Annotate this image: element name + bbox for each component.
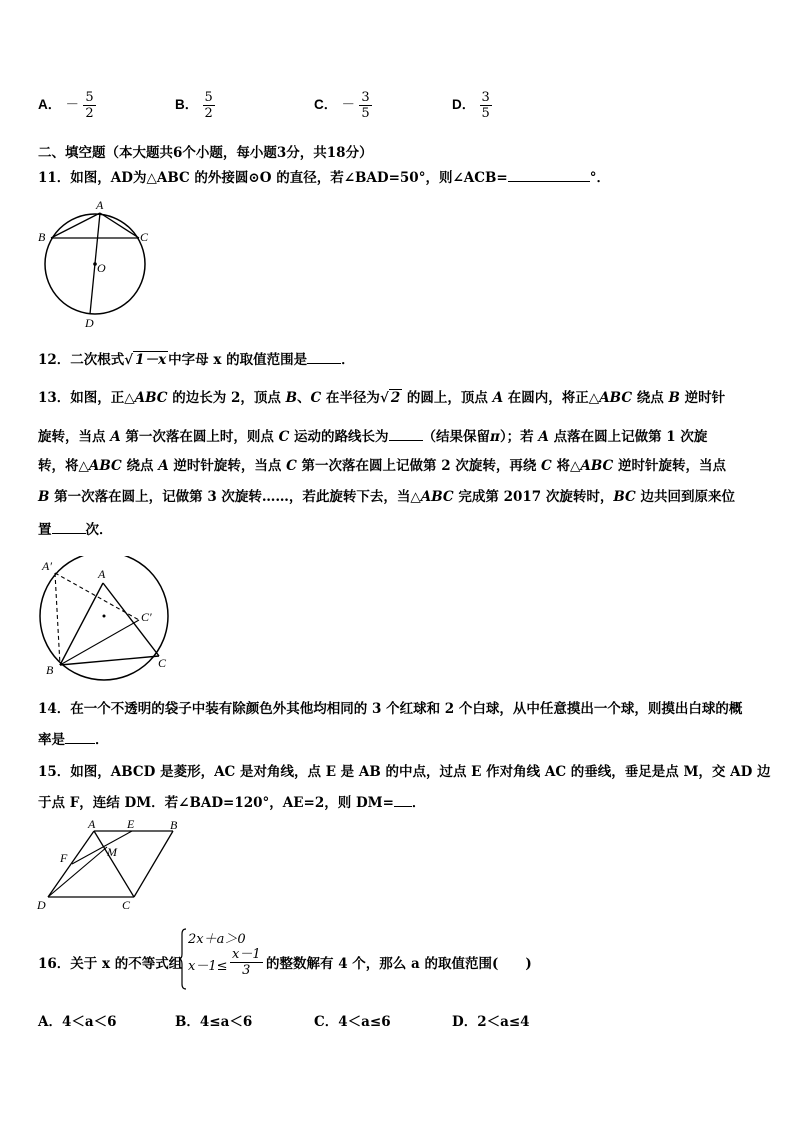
q12-text bbox=[38, 348, 355, 368]
math: A bbox=[538, 429, 549, 445]
fraction bbox=[480, 90, 492, 121]
math: A bbox=[492, 390, 504, 406]
math: BC bbox=[613, 489, 636, 505]
math: ABC bbox=[599, 390, 633, 406]
text: （结果保留 bbox=[422, 429, 491, 445]
numerator: 5 bbox=[85, 90, 94, 105]
label-d: D bbox=[37, 898, 46, 912]
sqrt-two: √ 2 bbox=[379, 390, 401, 406]
math: ABC bbox=[580, 458, 614, 474]
option-label: D． bbox=[452, 97, 476, 112]
segment-bc bbox=[60, 656, 159, 665]
numerator: x－1 bbox=[232, 947, 261, 962]
math: A bbox=[158, 458, 169, 474]
math: B bbox=[668, 390, 680, 406]
text: 次． bbox=[85, 522, 113, 538]
option-label: A． bbox=[38, 97, 62, 112]
q11-stem-end: °． bbox=[589, 170, 610, 186]
q13-line-1 bbox=[38, 389, 725, 407]
q14-line-2 bbox=[38, 728, 109, 748]
option-label: C． bbox=[314, 97, 338, 112]
denominator: 3 bbox=[242, 963, 251, 978]
inequality-1: 2x＋a＞0 bbox=[188, 932, 246, 947]
text: 、 bbox=[296, 390, 311, 406]
answer-blank[interactable] bbox=[508, 167, 590, 182]
label-a: A bbox=[96, 198, 104, 212]
q13-line-3 bbox=[38, 457, 726, 475]
text: ． bbox=[95, 732, 109, 748]
text: 于点 F，连结 DM．若∠BAD=120°，AE=2，则 DM= bbox=[38, 795, 394, 811]
text: 的圆上，顶点 bbox=[402, 390, 493, 406]
answer-blank[interactable] bbox=[52, 519, 86, 534]
q12-stem-middle: 中字母 x 的取值范围是 bbox=[168, 352, 308, 368]
text: 逆时针 bbox=[679, 390, 726, 406]
label-a-prime: A′ bbox=[42, 559, 52, 573]
q10-option-a bbox=[38, 90, 96, 121]
denominator: 5 bbox=[481, 106, 490, 121]
segment-ab bbox=[51, 213, 100, 238]
label-d: D bbox=[85, 316, 94, 330]
label-a: A bbox=[88, 817, 96, 831]
label-c: C bbox=[122, 898, 131, 912]
denominator: 2 bbox=[204, 106, 213, 121]
label-a: A bbox=[98, 567, 106, 581]
text: 点落在圆上记做第 1 次旋 bbox=[548, 429, 708, 445]
segment-bc bbox=[134, 831, 173, 897]
q12-stem-end: ． bbox=[341, 352, 355, 368]
label-o: O bbox=[97, 261, 106, 275]
fraction bbox=[203, 90, 215, 121]
text: 置 bbox=[38, 522, 52, 538]
math: B bbox=[285, 390, 297, 406]
text: 旋转，当点 bbox=[38, 429, 111, 445]
inequality-2-left: x－1≤ bbox=[188, 959, 228, 974]
option-label: B． bbox=[175, 97, 199, 112]
text: 绕点 bbox=[632, 390, 669, 406]
text: 绕点 bbox=[121, 458, 159, 474]
q11-stem: 11．如图，AD为△ABC 的外接圆⊙O 的直径，若∠BAD=50°，则∠ACB= bbox=[38, 170, 508, 186]
text: 率是 bbox=[38, 732, 65, 748]
denominator: 5 bbox=[361, 106, 370, 121]
text: 完成第 2017 次旋转时， bbox=[453, 489, 614, 505]
numerator: 3 bbox=[481, 90, 490, 105]
q13-line-4 bbox=[38, 488, 735, 506]
q13-figure bbox=[34, 556, 174, 681]
segment-ef bbox=[72, 831, 132, 864]
q10-option-d bbox=[452, 90, 492, 121]
minus-sign: － bbox=[341, 97, 356, 113]
center-point bbox=[103, 615, 106, 618]
math: C bbox=[286, 458, 297, 474]
numerator: 3 bbox=[361, 90, 370, 105]
q10-option-b bbox=[175, 90, 215, 121]
label-c-prime: C′ bbox=[141, 610, 152, 624]
label-e: E bbox=[127, 817, 135, 831]
denominator: 2 bbox=[85, 106, 94, 121]
label-b: B bbox=[46, 663, 54, 677]
text: 边共回到原来位 bbox=[635, 489, 735, 505]
numerator: 5 bbox=[204, 90, 213, 105]
q11-text bbox=[38, 166, 610, 186]
q16-suffix: 的整数解有 4 个，那么 a 的取值范围( ) bbox=[266, 956, 532, 972]
section-heading: 二、填空题（本大题共6个小题，每小题3分，共18分） bbox=[38, 145, 373, 161]
text: 第一次落在圆上，记做第 3 次旋转……，若此旋转下去，当△ bbox=[49, 489, 421, 505]
q11-figure bbox=[34, 196, 154, 331]
q13-line-2 bbox=[38, 426, 707, 446]
math: A bbox=[110, 429, 121, 445]
fraction bbox=[230, 947, 263, 978]
q10-option-c bbox=[314, 90, 372, 121]
q16-option-d: D．2＜a≤4 bbox=[452, 1014, 530, 1030]
text: 第一次落在圆上时，则点 bbox=[120, 429, 279, 445]
label-c: C bbox=[158, 656, 167, 670]
label-b: B bbox=[38, 230, 46, 244]
segment-a-prime-b bbox=[55, 573, 60, 665]
q16-option-b: B．4≤a＜6 bbox=[175, 1014, 253, 1030]
label-b: B bbox=[170, 818, 178, 832]
label-c: C bbox=[140, 230, 149, 244]
math: B bbox=[38, 489, 50, 505]
q13-line-5 bbox=[38, 519, 113, 539]
answer-blank[interactable] bbox=[394, 792, 412, 807]
fraction bbox=[359, 90, 371, 121]
q16-option-c: C．4＜a≤6 bbox=[314, 1014, 391, 1030]
text: ）；若 bbox=[499, 429, 539, 445]
q15-line-2 bbox=[38, 791, 425, 811]
math: ABC bbox=[420, 489, 454, 505]
radicand: 1－x bbox=[135, 352, 167, 368]
text: 逆时针旋转，当点 bbox=[168, 458, 287, 474]
math: ABC bbox=[134, 390, 168, 406]
text: 转，将△ bbox=[38, 458, 89, 474]
math: π bbox=[490, 429, 500, 445]
math: C bbox=[310, 390, 322, 406]
text: 运动的路线长为 bbox=[289, 429, 389, 445]
label-f: F bbox=[60, 851, 68, 865]
math: ABC bbox=[88, 458, 122, 474]
text: 的边长为 2，顶点 bbox=[167, 390, 286, 406]
text: 在半径为 bbox=[321, 390, 380, 406]
text: ． bbox=[411, 795, 426, 811]
radicand: 2 bbox=[390, 390, 401, 406]
text: 第一次落在圆上记做第 2 次旋转，再绕 bbox=[296, 458, 542, 474]
sqrt-expression: √ 1－x bbox=[124, 352, 167, 368]
q14-line-1: 14．在一个不透明的袋子中装有除颜色外其他均相同的 3 个红球和 2 个白球，从中任意摸出一个球，则摸出白球的概 bbox=[38, 701, 743, 717]
q12-stem: 12．二次根式 bbox=[38, 352, 125, 368]
text: 在圆内，将正△ bbox=[503, 390, 600, 406]
answer-blank[interactable] bbox=[65, 729, 95, 744]
label-m: M bbox=[107, 845, 117, 859]
text: 逆时针旋转，当点 bbox=[613, 458, 726, 474]
q16-option-a: A．4＜a＜6 bbox=[38, 1014, 117, 1030]
q15-line-1: 15．如图，ABCD 是菱形，AC 是对角线，点 E 是 AB 的中点，过点 E 作对角线 AC 的垂线，垂足是点 M，交 AD 边 bbox=[38, 764, 771, 780]
math: C bbox=[541, 458, 552, 474]
fraction bbox=[83, 90, 95, 121]
text: 13．如图，正△ bbox=[38, 390, 135, 406]
text: 将△ bbox=[551, 458, 581, 474]
minus-sign: － bbox=[65, 97, 80, 113]
left-brace bbox=[178, 928, 188, 990]
math: C bbox=[278, 429, 290, 445]
inequality-system bbox=[178, 928, 264, 990]
answer-blank[interactable] bbox=[307, 349, 341, 364]
q15-figure bbox=[34, 815, 184, 915]
q16-prefix: 16．关于 x 的不等式组 bbox=[38, 956, 183, 972]
segment-ac bbox=[100, 213, 139, 238]
answer-blank[interactable] bbox=[389, 426, 423, 441]
